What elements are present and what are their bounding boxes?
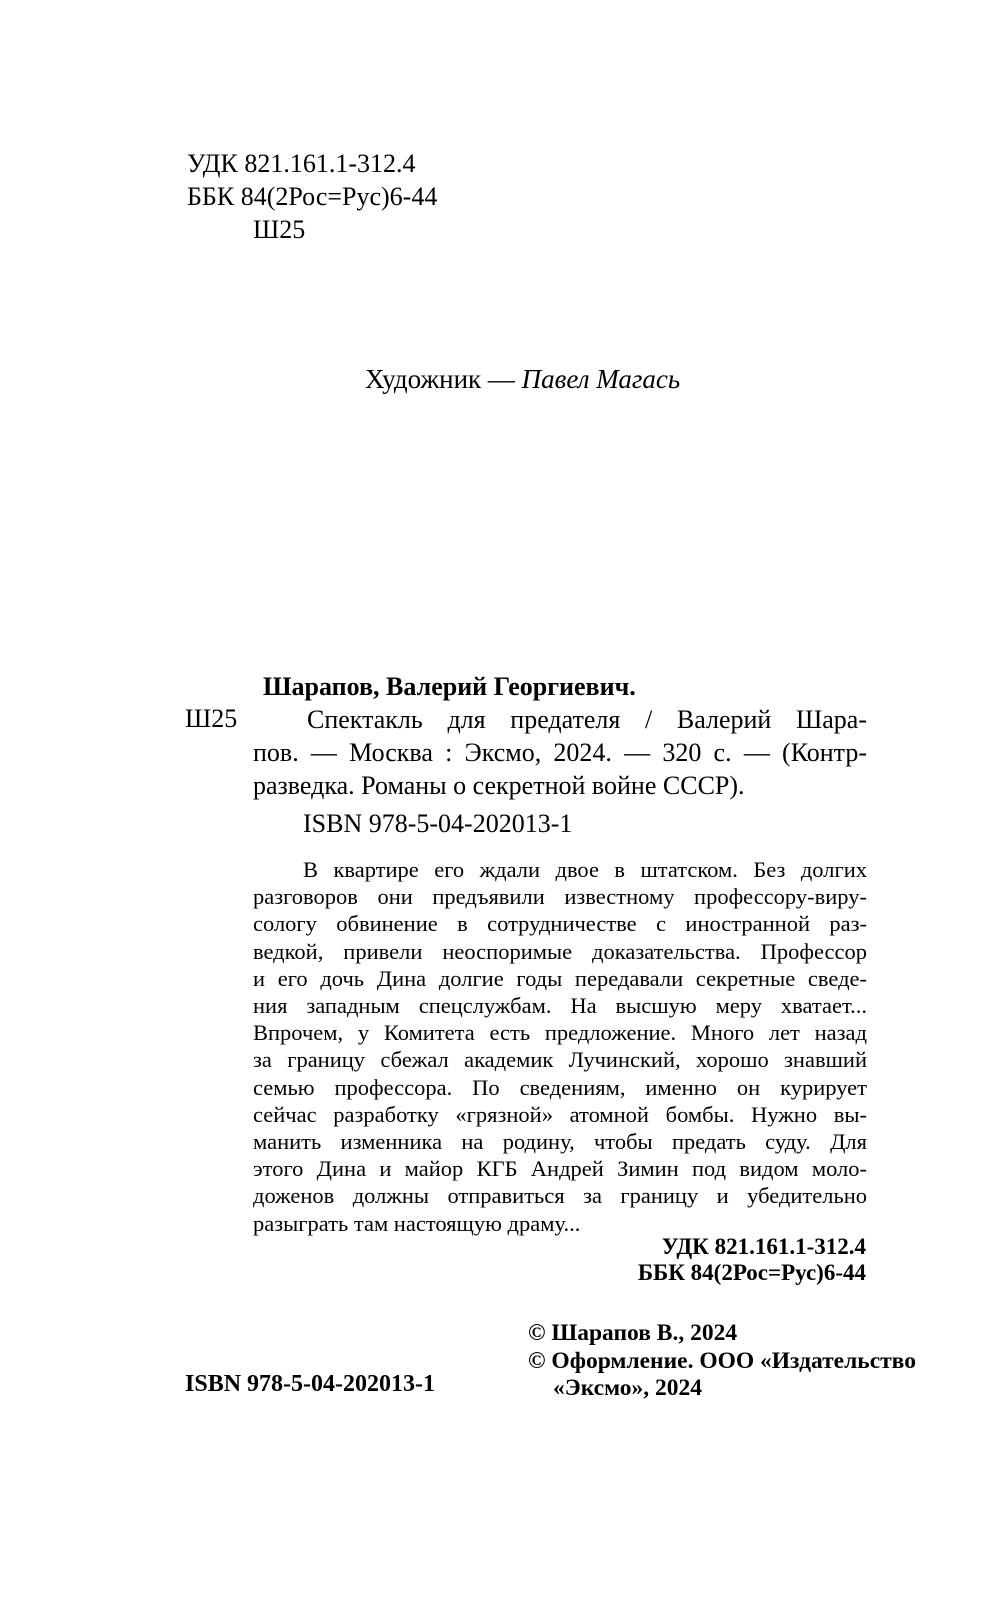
- text-line: В квартире его ждали двое в штатском. Без долгих: [303, 857, 867, 882]
- catalog-margin-code: Ш25: [185, 704, 238, 733]
- text-line: © Шарапов В., 2024: [528, 1320, 738, 1346]
- copyright-block: [528, 1320, 916, 1403]
- text-line: этого Дина и майор КГБ Андрей Зимин под видом моло-: [253, 1156, 867, 1182]
- text-line: разыграть там настоящую драму...: [253, 1210, 581, 1236]
- artist-line: [365, 364, 680, 395]
- catalog-author-heading: Шарапов, Валерий Георгиевич.: [263, 672, 636, 701]
- isbn-bottom-line: ISBN 978-5-04-202013-1: [185, 1371, 435, 1397]
- isbn-catalog-line: ISBN 978-5-04-202013-1: [303, 809, 573, 838]
- text-line: ведкой, привели неоспоримые доказательства. Профессор: [253, 938, 867, 964]
- udk-right-line: УДК 821.161.1-312.4: [661, 1234, 866, 1259]
- bbk-top-line: ББК 84(2Рос=Рус)6-44: [187, 182, 438, 211]
- catalog-description: [253, 703, 867, 802]
- text-line: за границу сбежал академик Лучинский, хорошо знавший: [253, 1047, 867, 1073]
- catalog-card-block: [253, 670, 867, 802]
- text-line: ния западным спецслужбам. На высшую меру хватает...: [253, 993, 867, 1019]
- artist-name: Павел Магась: [521, 364, 681, 394]
- text-line: Спектакль для предателя / Валерий Шара-: [307, 705, 867, 734]
- text-line: © Оформление. ООО «Издательство: [528, 1347, 916, 1374]
- text-line: манить изменника на родину, чтобы предать суду. Для: [253, 1129, 867, 1155]
- annotation-paragraph: [253, 856, 867, 1237]
- text-line: разговоров они предъявили известному профессору-виру-: [253, 884, 867, 910]
- udk-top-line: УДК 821.161.1-312.4: [187, 149, 416, 178]
- author-sign-top: Ш25: [253, 215, 306, 244]
- text-line: «Эксмо», 2024: [553, 1375, 703, 1401]
- artist-label: Художник —: [365, 364, 522, 394]
- text-line: семью профессора. По сведениям, именно он курирует: [253, 1074, 867, 1100]
- text-line: пов. — Москва : Эксмо, 2024. — 320 с. — (Контр-: [253, 738, 867, 767]
- text-line: и его дочь Дина долгие годы передавали секретные сведе-: [253, 965, 867, 991]
- top-classification-block: [187, 147, 437, 246]
- text-line: Впрочем, у Комитета есть предложение. Много лет назад: [253, 1020, 867, 1046]
- text-line: сологу обвинение в сотрудничестве с иностранной раз-: [253, 911, 867, 937]
- bbk-right-line: ББК 84(2Рос=Рус)6-44: [637, 1260, 866, 1285]
- text-line: доженов должны отправиться за границу и убедительно: [253, 1183, 867, 1209]
- classification-right-block: [638, 1234, 866, 1286]
- text-line: сейчас разработку «грязной» атомной бомбы. Нужно вы-: [253, 1101, 867, 1127]
- text-line: разведка. Романы о секретной войне СССР).: [253, 771, 745, 800]
